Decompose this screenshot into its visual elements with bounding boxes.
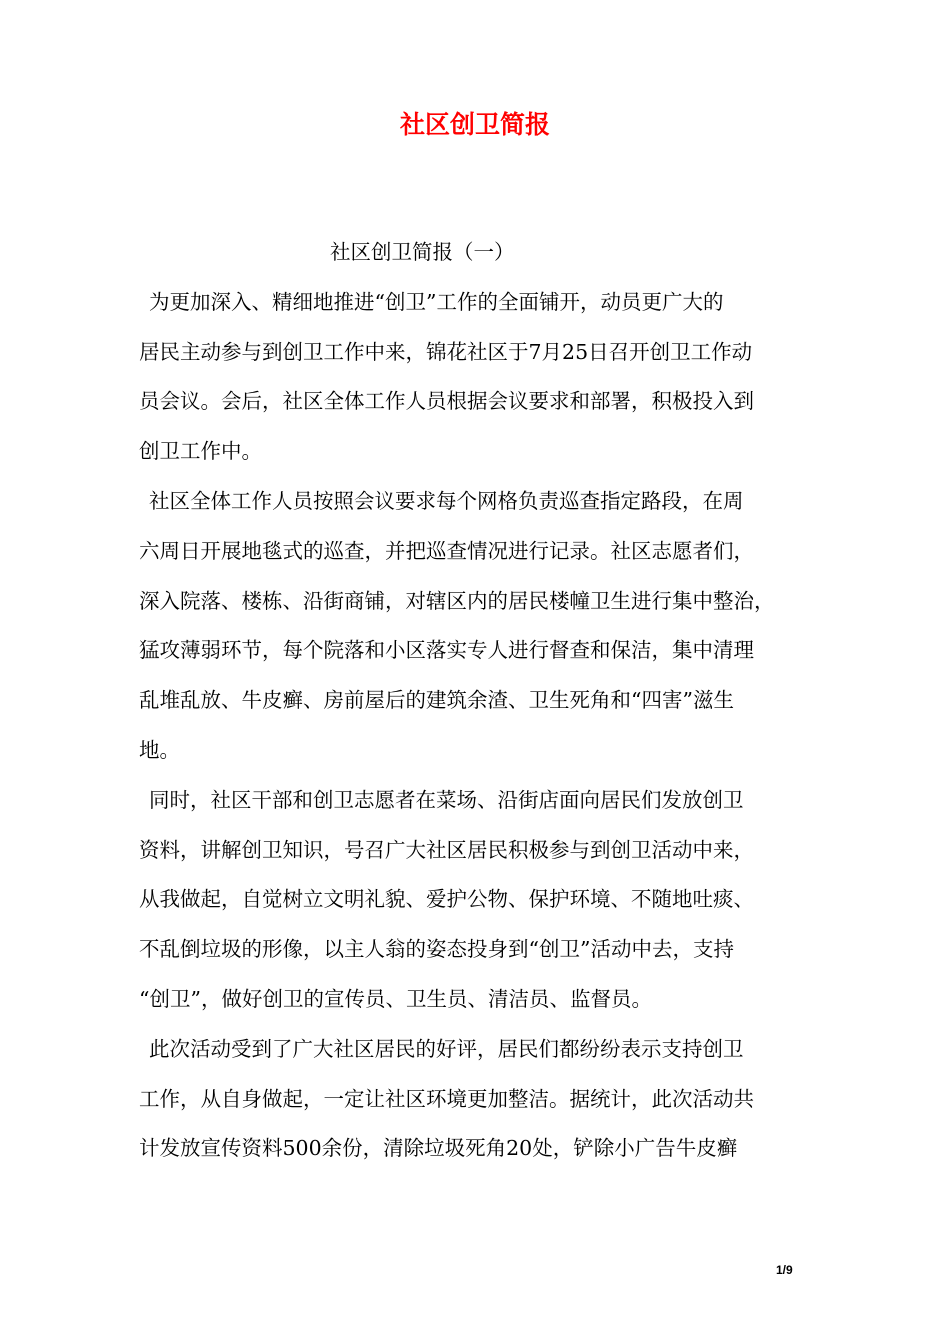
paragraph-4 [139, 1025, 839, 1174]
page-title: 社区创卫简报 [399, 110, 550, 139]
paragraph-line: 深入院落、楼栋、沿街商铺，对辖区内的居民楼幢卫生进行集中整治， [139, 588, 775, 613]
paragraph-line: 员会议。会后，社区全体工作人员根据会议要求和部署，积极投入到 [139, 389, 754, 414]
document-subtitle: 社区创卫简报（一） [330, 240, 515, 264]
paragraph-2 [139, 477, 839, 776]
paragraph-line: 从我做起，自觉树立文明礼貌、爱护公物、保护环境、不随地吐痰、 [139, 887, 754, 912]
paragraph-1 [139, 278, 839, 477]
paragraph-line: 地。 [139, 737, 180, 762]
paragraph-line: “创卫”，做好创卫的宣传员、卫生员、清洁员、监督员。 [139, 986, 652, 1011]
paragraph-line: 此次活动受到了广大社区居民的好评，居民们都纷纷表示支持创卫 [149, 1036, 744, 1061]
paragraph-line: 资料，讲解创卫知识，号召广大社区居民积极参与到创卫活动中来， [139, 837, 754, 862]
paragraph-line: 社区全体工作人员按照会议要求每个网格负责巡查指定路段，在周 [149, 488, 744, 513]
paragraph-line: 计发放宣传资料500余份，清除垃圾死角20处，铲除小广告牛皮癣 [139, 1136, 738, 1161]
paragraph-line: 居民主动参与到创卫工作中来，锦花社区于7月25日召开创卫工作动 [139, 339, 753, 364]
paragraph-line: 同时，社区干部和创卫志愿者在菜场、沿街店面向居民们发放创卫 [149, 787, 744, 812]
paragraph-3 [139, 776, 839, 1025]
page-number: 1/9 [776, 1263, 793, 1277]
paragraph-line: 工作，从自身做起，一定让社区环境更加整洁。据统计，此次活动共 [139, 1086, 754, 1111]
paragraph-line: 猛攻薄弱环节，每个院落和小区落实专人进行督查和保洁，集中清理 [139, 638, 754, 663]
paragraph-line: 创卫工作中。 [139, 439, 262, 464]
paragraph-line: 乱堆乱放、牛皮癣、房前屋后的建筑余渣、卫生死角和“四害”滋生 [139, 688, 734, 713]
document-body [139, 228, 839, 1174]
paragraph-line: 六周日开展地毯式的巡查，并把巡查情况进行记录。社区志愿者们， [139, 538, 754, 563]
paragraph-line: 不乱倒垃圾的形像，以主人翁的姿态投身到“创卫”活动中去，支持 [139, 937, 734, 962]
paragraph-line: 为更加深入、精细地推进“创卫”工作的全面铺开，动员更广大的 [149, 289, 724, 314]
